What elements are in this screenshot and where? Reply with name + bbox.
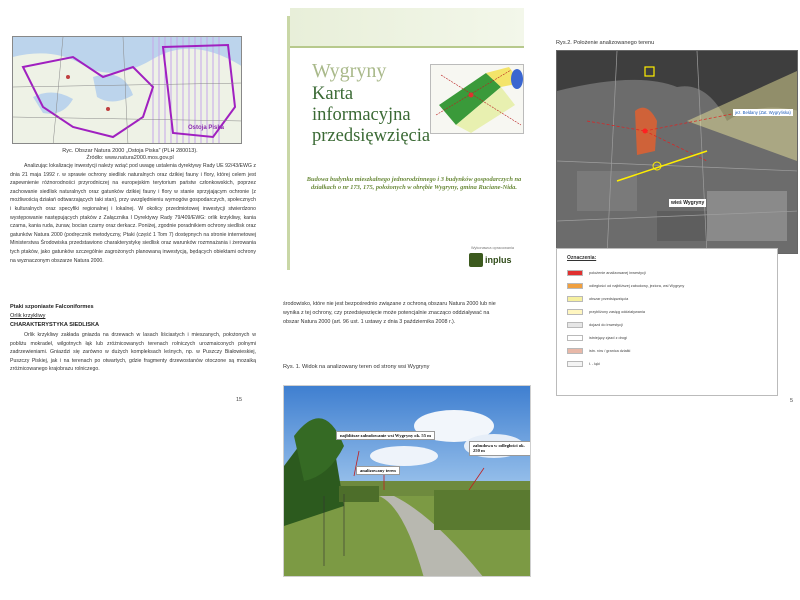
legend-label: istn. rów / granica działki (589, 348, 631, 353)
heading-orlik: Orlik krzykliwy (10, 313, 46, 319)
legend-label: obszar przedsięwzięcia (589, 296, 629, 301)
photo-label-building: najbliższe zabudowanie wsi Wygryny ok. 55 m (336, 431, 435, 440)
site-photo (283, 385, 531, 577)
legend-label: odległości od najbliższej zabudowy, jeziora, wsi Wygryny (589, 283, 685, 288)
legend-label: dojazd do inwestycji (589, 322, 623, 327)
cover-title-line2: informacyjna (312, 105, 411, 125)
cover-title-line1: Karta (312, 84, 354, 104)
site-photo-graphic (284, 386, 531, 577)
aerial-label-village: wieś Wygryny (671, 200, 705, 206)
legend-label: istniejący zjazd z drogi (589, 335, 627, 340)
legend-item (567, 269, 646, 276)
cover-header-band (290, 8, 524, 46)
photo-label-distance: zabudowa w odległości ok. 250 m (469, 441, 531, 456)
legend-label: przybliżony zasięg oddziaływania (589, 309, 645, 314)
cover-page (283, 8, 528, 270)
cover-header-line (290, 46, 524, 48)
legend-swatch (567, 348, 583, 354)
logo-text: inplus (485, 255, 512, 265)
legend-title: Oznaczenia: (567, 255, 597, 261)
right-document-page (550, 34, 800, 454)
left-page-number: 15 (236, 397, 243, 403)
logo-mark-icon (469, 253, 483, 267)
map-caption-line2: Źródło: www.natura2000.mos.gov.pl (86, 155, 174, 161)
legend-swatch (567, 270, 583, 276)
legend-swatch (567, 361, 583, 367)
right-page-number: 5 (790, 398, 794, 404)
center-paragraph-line1: środowisko, które nie jest bezpośrednio związane z ochroną obszaru Natura 2000 lub nie (283, 301, 496, 307)
legend-item (567, 295, 628, 302)
photo-label-area: analizowany teren (356, 466, 400, 475)
legend-label: ł. - łąki (589, 361, 600, 366)
paragraph-orlik (10, 331, 256, 374)
photo-caption: Rys. 1. Widok na analizowany teren od strony wsi Wygryny (283, 364, 430, 370)
heading-habitat: CHARAKTERYSTYKA SIEDLISKA (10, 322, 100, 328)
cover-title-line3: przedsięwzięcia (312, 126, 431, 146)
aerial-label-lake: jez. Bełdany (Zat. Wygryńska) (735, 110, 791, 115)
legend-item (567, 347, 630, 354)
paragraph-natura (10, 162, 256, 265)
map-caption (10, 148, 250, 162)
legend-item (567, 360, 600, 367)
cover-site-plan (430, 64, 524, 134)
center-paragraph (283, 300, 529, 326)
legend-swatch (567, 283, 583, 289)
legend-item (567, 321, 623, 328)
center-paragraph-line3: obszar Natura 2000 (art. 96 ust. 1 ustawy z dnia 3 października 2008 r.). (283, 318, 456, 325)
center-paragraph-line2: wynika z tej ochrony, czy przedsięwzięcie może potencjalnie znacząco oddziaływać na (283, 309, 490, 316)
legend-swatch (567, 309, 583, 315)
legend-item (567, 282, 684, 289)
map-caption-line1: Ryc. Obszar Natura 2000 „Ostoja Piska” (PLH 280013). (62, 148, 198, 154)
author-label: Wykonawca opracowania (471, 246, 515, 250)
aerial-map-graphic (557, 51, 798, 254)
site-plan-graphic (431, 65, 524, 134)
legend-swatch (567, 335, 583, 341)
figure-title: Rys.2. Położenie analizowanego terenu (556, 40, 655, 46)
paragraph-orlik-text: Orlik krzykliwy zakłada gniazda na drzewach w lasach liściastych i mieszanych, położonych w pobliżu mokradeł, wilgotnych łąk lub zróżnicowanych terenach rolniczych urozmaiconych polnymi zadrzewieniami. Gniazdzi się zarówno w dużych kompleksach leśnych, np. w Puszczy Białowieskiej, Puszczy Piskiej, jak i na terenach po otwartych, gdzie fragmenty drzewostanów otoczone są mozaiką zróżnicowanego krajobrazu rolniczego. (10, 332, 256, 373)
legend-item (567, 334, 627, 341)
legend-item (567, 308, 645, 315)
legend-swatch (567, 296, 583, 302)
legend-label: położenie analizowanej inwestycji (589, 270, 646, 275)
heading-falconiformes: Ptaki szponiaste Falconiformes (10, 304, 94, 310)
aerial-map (556, 50, 798, 254)
cover-description: Budowa budynku mieszkalnego jednorodzinnego i 3 budynków gospodarczych na działkach o nr 173, 175, położonych w obrębie Wygryny, gmina Ruciane-Nida. (306, 176, 522, 192)
natura-map (12, 36, 242, 144)
legend-swatch (567, 322, 583, 328)
map-label-natura: Ostoja Piska (188, 125, 225, 131)
cover-title (312, 84, 430, 147)
paragraph-natura-text: Analizując lokalizację inwestycji należy wziąć pod uwagę ustalenia dyrektywy Rady UE 92/43/EWG z dnia 21 maja 1992 r. w sprawie ochrony siedlisk naturalnych oraz dzikiej fauny i flory, której celem jest zapewnienie różnorodności przyrodniczej na europejskim terytorium państw członkowskich, poprzez zachowanie siedlisk naturalnych oraz gatunków dzikiej fauny i flory w stanie sprzyjającym ochronie (z możliwością działań odtwarzających taki stan), przy uwzględnieniu wymogów gospodarczych, społecznych i kulturalnych oraz specyfiki regionalnej i lokalnej. W okolicy przedmiotowej inwestycji stwierdzono występowanie następujących ptaków z Załącznika I Dyrektywy Rady 79/409/EWG: orlik krzykliwy, kania czarna, kania ruda, żuraw, bocian czarny oraz derkacz. Poniżej, zgodnie poradnikiem ochrony siedlisk oraz gatunków Natura 2000 (podręcznik metodyczny, Ptaki (część 1 Tom 7) dostępnych na stronie internetowej Ministerstwa Środowiska przedstawiono charakterystykę siedlisk oraz warunków rozmnażania i żerowania tych ptaków, jako gatunków szczególnie zagrożonych planowaną inwestycją, będących obiektami ochrony na wyznaczonym obszarze Natura 2000. (10, 163, 256, 264)
inplus-logo (469, 253, 512, 267)
map-legend (556, 248, 778, 396)
cover-place-name: Wygryny (312, 60, 387, 82)
cover-side-bar (287, 16, 290, 270)
left-document-page (0, 0, 265, 600)
